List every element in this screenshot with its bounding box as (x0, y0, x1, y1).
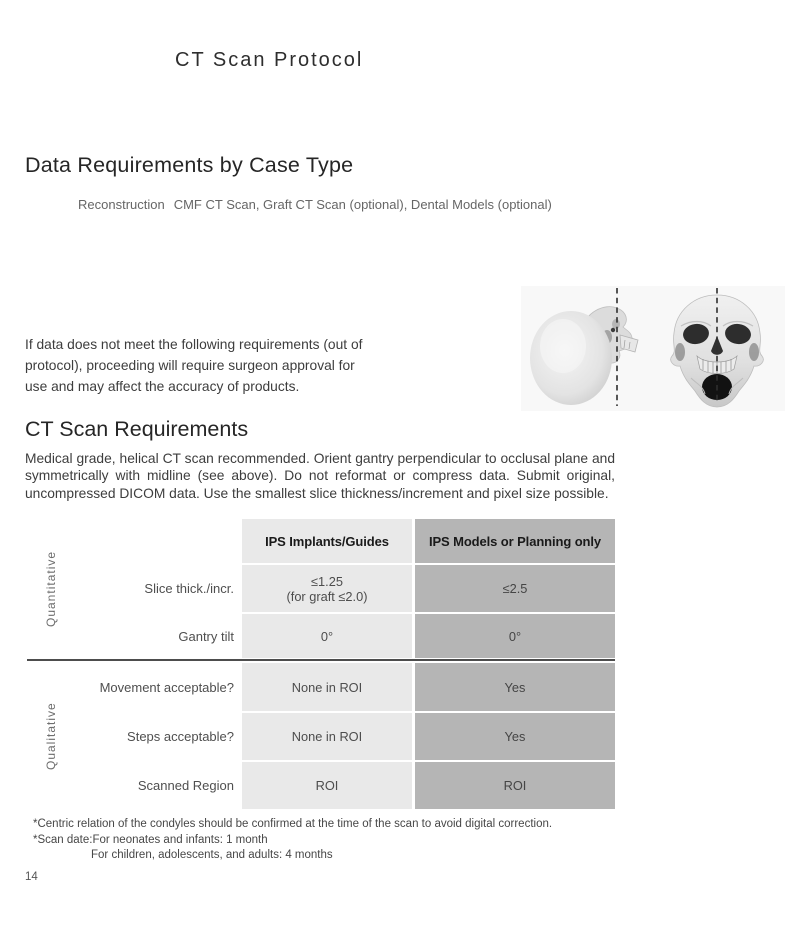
skull-side-view-image (530, 307, 638, 405)
row-label: Scanned Region (137, 778, 234, 793)
cell-models-planning: ≤2.5 (415, 565, 615, 612)
ct-scan-requirements-body: Medical grade, helical CT scan recommended. Orient gantry perpendicular to occlusal plane and symmetrically with midline (see above). Do not reformat or compress data. Submit original, uncompressed DICOM data. Use the smallest slice thickness/increment and pixel size possible. (25, 451, 615, 501)
case-type-label: Reconstruction (78, 197, 165, 212)
case-type-line (78, 197, 552, 212)
column-header-models-planning: IPS Models or Planning only (415, 519, 615, 563)
group-label-qualitative: Qualitative (44, 702, 58, 770)
column-header-implants-guides: IPS Implants/Guides (242, 519, 412, 563)
footnote-scan-date-children: For children, adolescents, and adults: 4 months (91, 849, 333, 861)
table-row (0, 663, 615, 711)
row-label: Slice thick./incr. (144, 581, 234, 596)
section-heading-data-requirements: Data Requirements by Case Type (25, 153, 354, 177)
cell-implants-guides: 0° (242, 614, 412, 658)
cell-implants-guides: None in ROI (242, 713, 412, 760)
table-header-row (0, 519, 615, 563)
case-type-value: CMF CT Scan, Graft CT Scan (optional), Dental Models (optional) (173, 197, 552, 212)
table-row (0, 762, 615, 809)
footnote-scan-date-label: *Scan date: (33, 833, 93, 846)
footnote-centric-relation: *Centric relation of the condyles should be confirmed at the time of the scan to avoid digital correction. (33, 818, 553, 830)
cell-implants-guides (242, 565, 412, 612)
skull-illustrations (521, 286, 785, 411)
footnotes (33, 817, 552, 864)
footnote-scan-date-neonates: For neonates and infants: 1 month (92, 833, 268, 846)
page-number: 14 (25, 871, 38, 883)
cell-models-planning: ROI (415, 762, 615, 809)
row-label: Steps acceptable? (127, 729, 234, 744)
cell-implants-guides: None in ROI (242, 663, 412, 711)
cell-note: (for graft ≤2.0) (286, 588, 368, 604)
requirements-table (0, 519, 615, 809)
table-row (0, 614, 615, 658)
table-row (0, 565, 615, 612)
cell-models-planning: Yes (415, 713, 615, 760)
skull-illustration-panel (521, 286, 785, 411)
header-spacer (0, 519, 242, 563)
cell-implants-guides: ROI (242, 762, 412, 809)
page-title: CT Scan Protocol (175, 49, 364, 71)
cell-models-planning: 0° (415, 614, 615, 658)
footnote-scan-date (33, 833, 552, 849)
row-label: Movement acceptable? (99, 679, 234, 695)
cell-value: ≤1.25 (311, 573, 343, 589)
quantitative-qualitative-divider (27, 659, 615, 661)
out-of-protocol-note: If data does not meet the following requirements (out of protocol), proceeding will require surgeon approval for use and may affect the accuracy of products. (25, 337, 363, 394)
group-label-quantitative: Quantitative (44, 550, 58, 627)
row-label: Gantry tilt (178, 628, 234, 644)
section-heading-ct-scan-requirements: CT Scan Requirements (25, 417, 249, 441)
cell-models-planning: Yes (415, 663, 615, 711)
table-row (0, 713, 615, 760)
